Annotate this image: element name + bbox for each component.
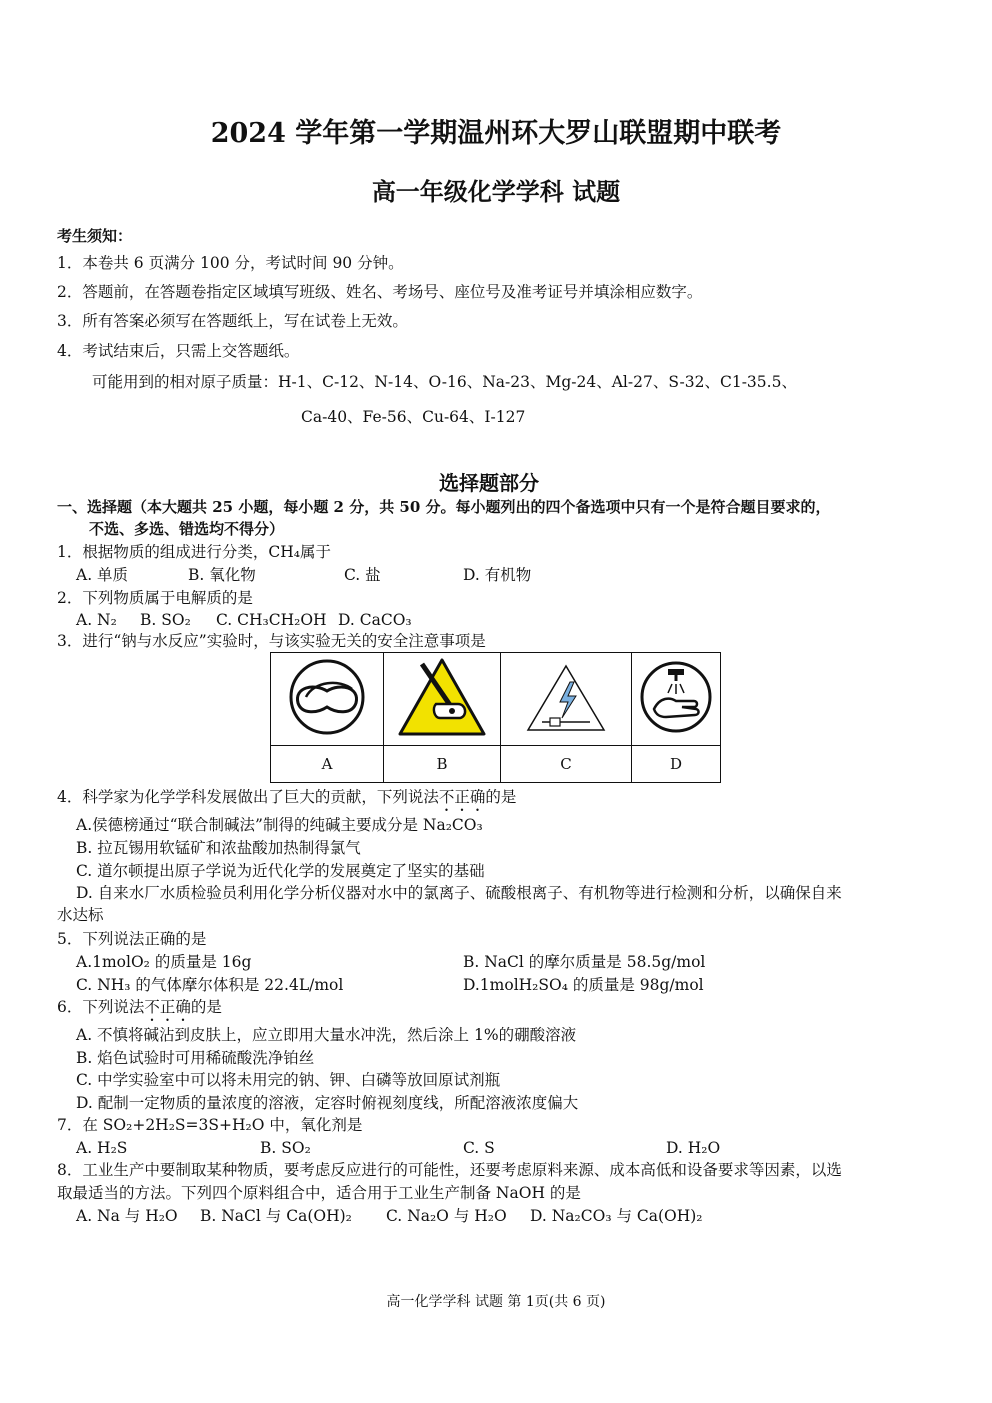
section-title: 选择题部分 [439,471,539,495]
option: B. NaCl 与 Ca(OH)₂ [200,1207,352,1225]
safety-icon-table [270,652,721,783]
question-stem-continuation: 取最适当的方法。下列四个原料组合中，适合用于工业生产制备 NaOH 的是 [57,1184,581,1202]
question-stem: 8．工业生产中要制取某种物质，要考虑反应进行的可能性，还要考虑原料来源、成本高低和设备要求等因素，以选 [57,1161,842,1179]
option: A. 不慎将碱沾到皮肤上，应立即用大量水冲洗，然后涂上 1%的硼酸溶液 [76,1026,577,1044]
notice-item: 1．本卷共 6 页满分 100 分，考试时间 90 分钟。 [57,254,404,272]
option: C. 中学实验室中可以将未用完的钠、钾、白磷等放回原试剂瓶 [76,1071,501,1089]
option: C. 道尔顿提出原子学说为近代化学的发展奠定了坚实的基础 [76,862,485,880]
option: D. Na₂CO₃ 与 Ca(OH)₂ [530,1207,703,1225]
notice-heading: 考生须知： [57,227,133,245]
option: B. 拉瓦锡用软锰矿和浓盐酸加热制得氯气 [76,839,361,857]
option: D.1molH₂SO₄ 的质量是 98g/mol [463,976,704,994]
option: C. S [463,1139,495,1157]
option: B. NaCl 的摩尔质量是 58.5g/mol [463,953,706,971]
atomic-mass-line: 可能用到的相对原子质量：H-1、C-12、N-14、O-16、Na-23、Mg-24、Al-27、S-32、C1-35.5、 [92,373,797,391]
atomic-mass-line: Ca-40、Fe-56、Cu-64、I-127 [301,408,526,426]
electrical-hazard-icon [501,653,632,746]
option: C. NH₃ 的气体摩尔体积是 22.4L/mol [76,976,344,994]
option: A. H₂S [76,1139,128,1157]
option-continuation: 水达标 [57,906,104,924]
part-instruction: 不选、多选、错选均不得分） [89,520,285,538]
hand-washing-icon [632,653,721,746]
question-stem: 5．下列说法正确的是 [57,930,207,948]
goggles-icon [271,653,384,746]
option-label: C [501,746,632,783]
option-label: A [271,746,384,783]
option: C. Na₂O 与 H₂O [386,1207,507,1225]
option: B. SO₂ [140,611,191,629]
option: D. 有机物 [463,566,532,584]
notice-item: 4．考试结束后，只需上交答题纸。 [57,342,300,360]
option: B. 氧化物 [188,566,256,584]
option-label: D [632,746,721,783]
option: D. 自来水厂水质检验员利用化学分析仪器对水中的氯离子、硫酸根离子、有机物等进行检测和分析，以确保自来 [76,884,842,902]
option: A. Na 与 H₂O [76,1207,178,1225]
option: A.侯德榜通过“联合制碱法”制得的纯碱主要成分是 Na₂CO₃ [76,816,483,834]
option: C. 盐 [344,566,381,584]
part-instruction: 一、选择题（本大题共 25 小题，每小题 2 分，共 50 分。每小题列出的四个备选项中只有一个是符合题目要求的， [57,498,831,516]
option: C. CH₃CH₂OH [216,611,327,629]
question-stem: 7．在 SO₂+2H₂S=3S+H₂O 中，氧化剂是 [57,1116,363,1134]
option: D. CaCO₃ [338,611,412,629]
page-footer: 高一化学学科 试题 第 1页(共 6 页) [386,1294,606,1310]
question-stem: 2．下列物质属于电解质的是 [57,589,253,607]
sharp-object-warning-icon [384,653,501,746]
question-stem: 6．下列说法不正确的是 [57,998,222,1016]
exam-title: 2024 学年第一学期温州环大罗山联盟期中联考 [210,118,782,149]
option: B. SO₂ [260,1139,311,1157]
option: B. 焰色试验时可用稀硫酸洗净铂丝 [76,1049,315,1067]
question-stem: 3．进行“钠与水反应”实验时，与该实验无关的安全注意事项是 [57,632,486,650]
option: D. H₂O [666,1139,721,1157]
notice-item: 3．所有答案必须写在答题纸上，写在试卷上无效。 [57,312,408,330]
option-label: B [384,746,501,783]
option: D. 配制一定物质的量浓度的溶液，定容时俯视刻度线，所配溶液浓度偏大 [76,1094,579,1112]
option: A. N₂ [76,611,117,629]
option: A.1molO₂ 的质量是 16g [76,953,252,971]
notice-item: 2．答题前，在答题卷指定区域填写班级、姓名、考场号、座位号及准考证号并填涂相应数字。 [57,283,703,301]
option: A. 单质 [76,566,129,584]
exam-subtitle: 高一年级化学学科 试题 [371,177,621,206]
question-stem: 1．根据物质的组成进行分类，CH₄属于 [57,543,331,561]
question-stem: 4．科学家为化学学科发展做出了巨大的贡献，下列说法不正确的是 [57,788,517,806]
